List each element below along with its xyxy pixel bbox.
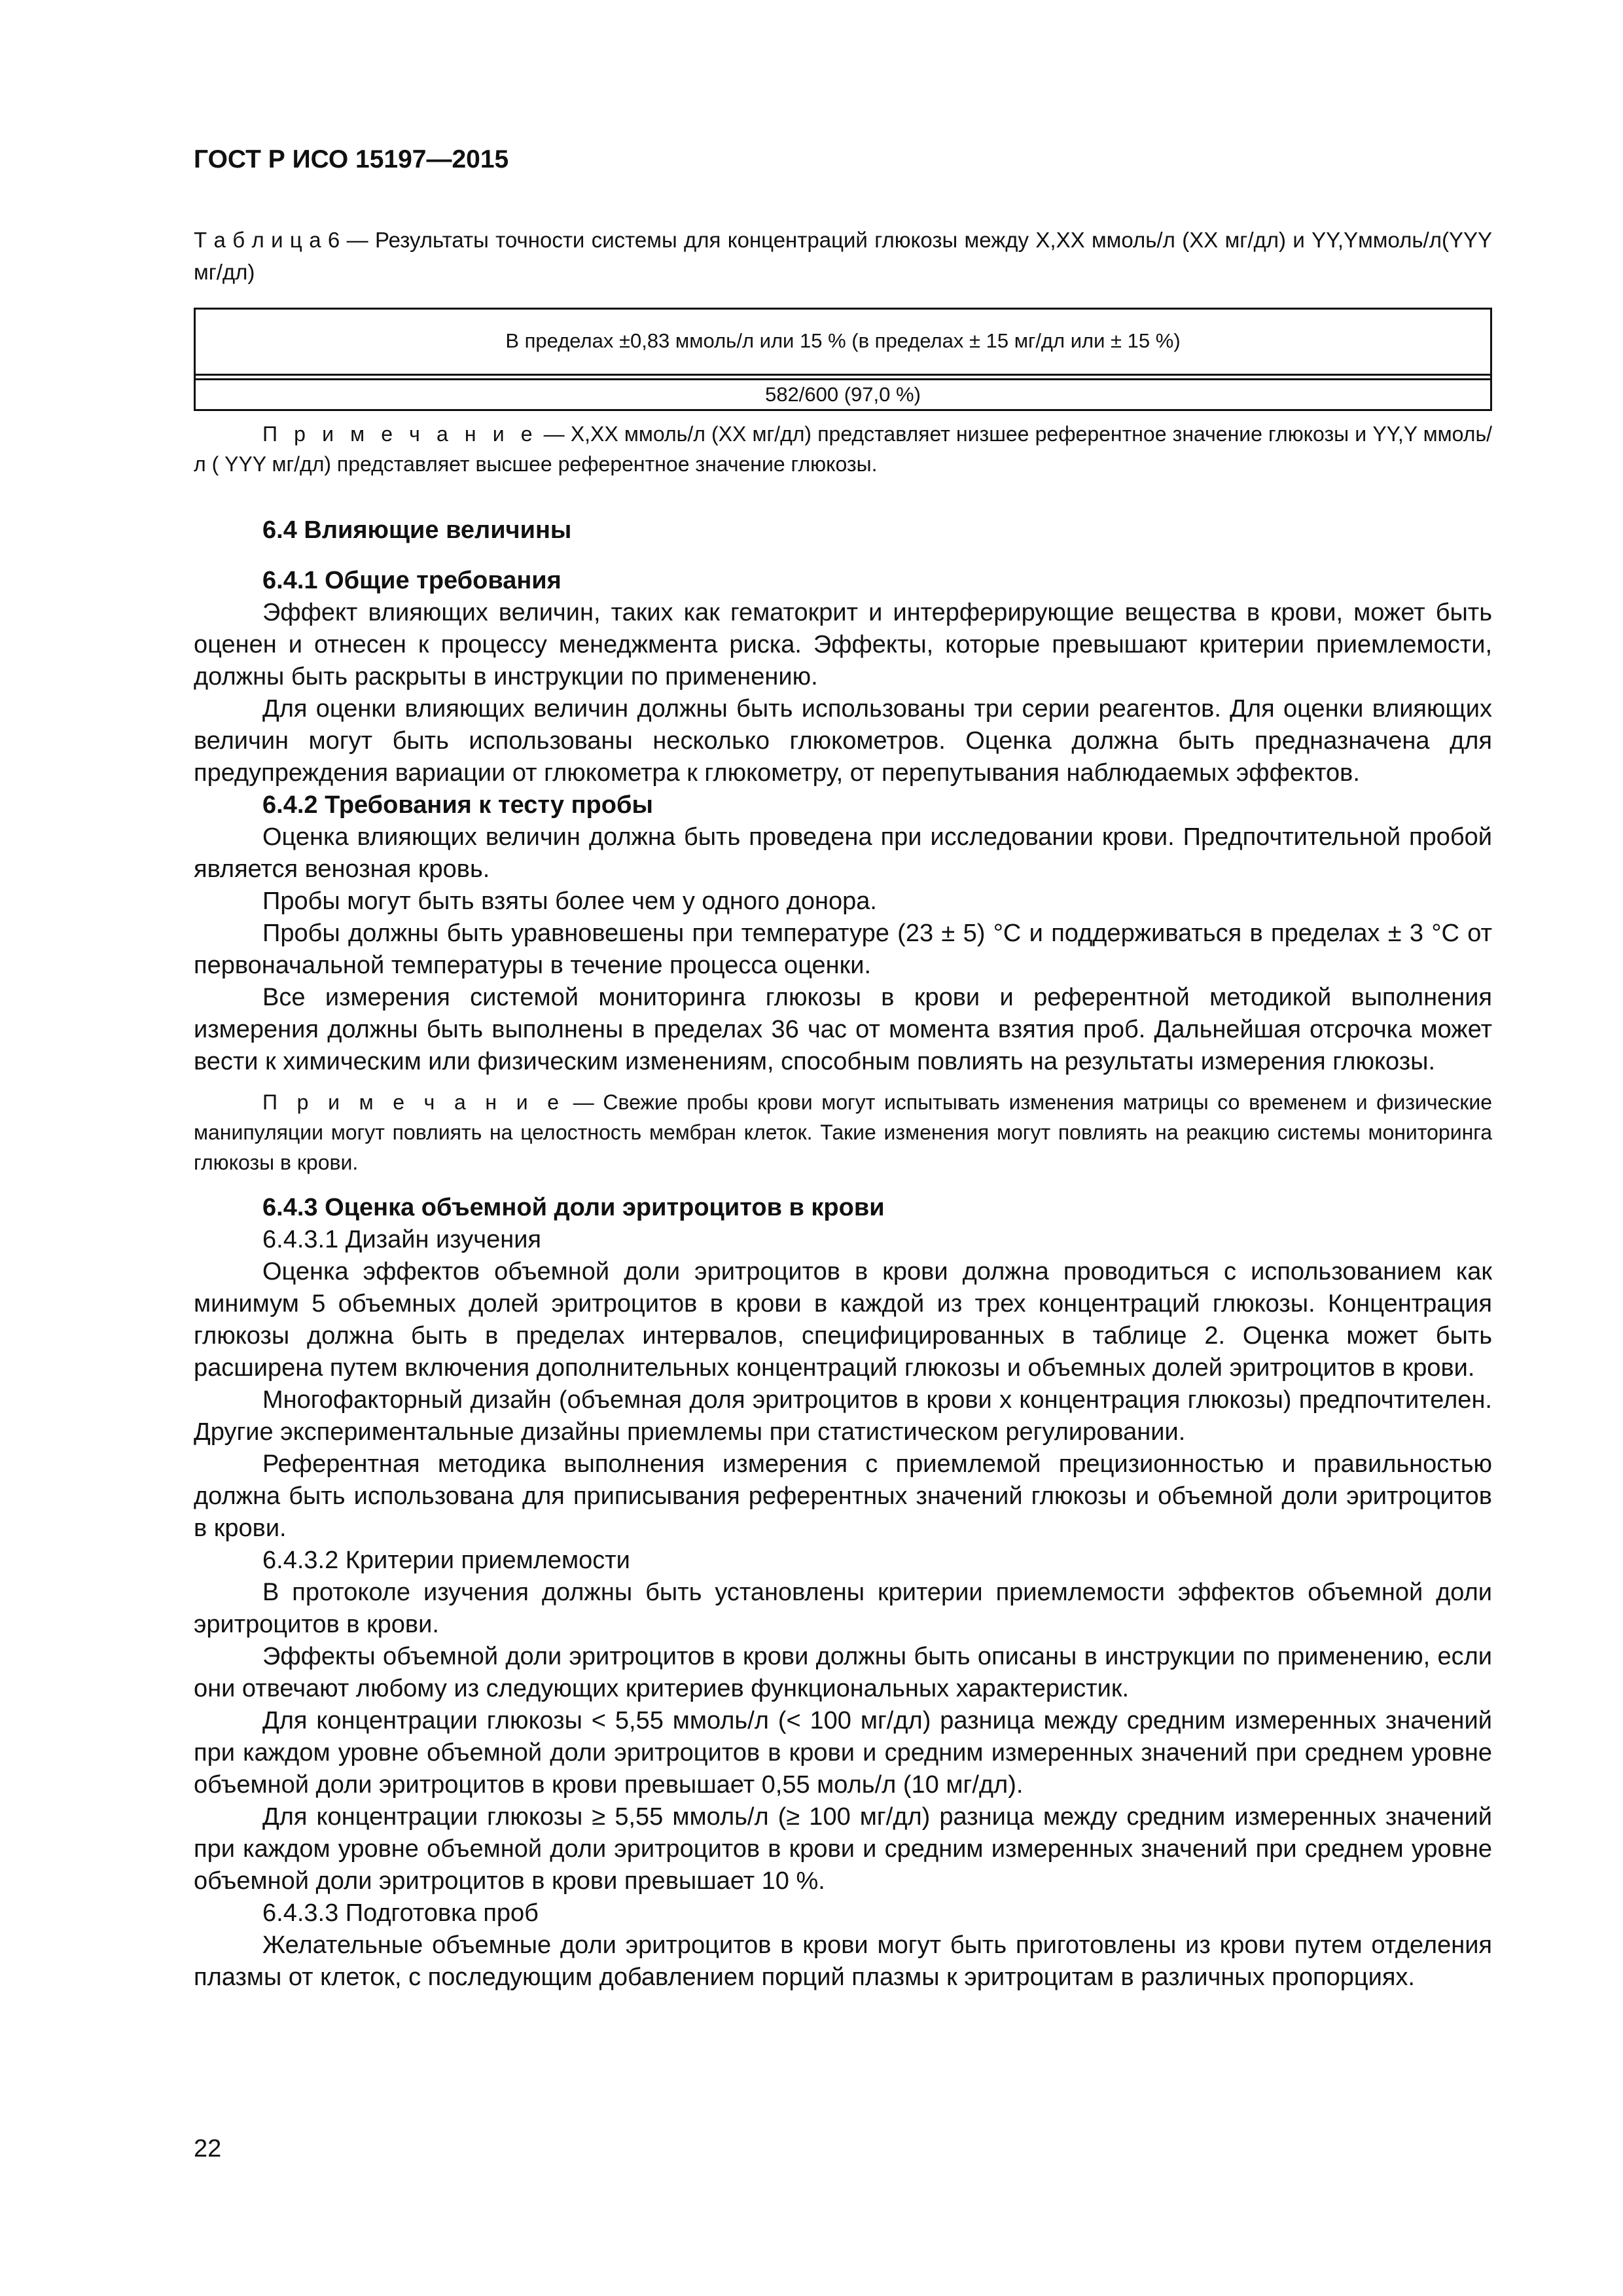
paragraph: Эффекты объемной доли эритроцитов в крови должны быть описаны в инструкции по применению, если они отвечают любому из следующих критериев функциональных характеристик. (194, 1643, 1492, 1702)
document-page (194, 0, 1492, 2296)
section-title-6-4-3: 6.4.3 Оценка объемной доли эритроцитов в крови (262, 1194, 885, 1221)
subsection-title-6-4-3-3: 6.4.3.3 Подготовка проб (262, 1899, 539, 1927)
page-number: 22 (194, 2135, 222, 2162)
paragraph: Для концентрации глюкозы ≥ 5,55 ммоль/л (≥ 100 мг/дл) разница между средним измеренных значений при каждом уровне объемной доли эритроцитов в крови и средним измеренных значений при среднем уровне объемной доли эритроцитов в крови превышает 10 %. (194, 1803, 1492, 1895)
accuracy-table (194, 308, 1492, 411)
section-title-6-4: 6.4 Влияющие величины (262, 516, 572, 544)
note-text: — Свежие пробы крови могут испытывать изменения матрицы со временем и физические манипуляции могут повлиять на целостность мембран клеток. Такие изменения могут повлиять на реакцию системы мониторинга глюкозы в крови. (194, 1090, 1493, 1174)
subsection-title-6-4-3-1: 6.4.3.1 Дизайн изучения (262, 1226, 541, 1253)
sample-note (194, 1087, 1492, 1177)
paragraph: Желательные объемные доли эритроцитов в крови могут быть приготовлены из крови путем отделения плазмы от клеток, с последующим добавлением порций плазмы к эритроцитам в различных пропорциях. (194, 1931, 1492, 1991)
paragraph: Многофакторный дизайн (объемная доля эритроцитов в крови х концентрация глюкозы) предпочтителен. Другие экспериментальные дизайны приемлемы при статистическом регулировании. (194, 1386, 1492, 1446)
paragraph: Для оценки влияющих величин должны быть использованы три серии реагентов. Для оценки влияющих величин могут быть использованы несколько глюкометров. Оценка должна быть предназначена для предупреждения вариации от глюкометра к глюкометру, от перепутывания наблюдаемых эффектов. (194, 695, 1492, 787)
paragraph: Оценка влияющих величин должна быть проведена при исследовании крови. Предпочтительной пробой является венозная кровь. (194, 823, 1492, 883)
note-text: — X,XX ммоль/л (XX мг/дл) представляет низшее референтное значение глюкозы и YY,Y ммоль/л ( YYY мг/дл) представляет высшее референтное значение глюкозы. (194, 422, 1493, 476)
paragraph: Референтная методика выполнения измерения с приемлемой прецизионностью и правильностью должна быть использована для приписывания референтных значений глюкозы и объемной доли эритроцитов в крови. (194, 1450, 1492, 1542)
document-body (194, 514, 1492, 1994)
paragraph: Для концентрации глюкозы < 5,55 ммоль/л (< 100 мг/дл) разница между средним измеренных значений при каждом уровне объемной доли эритроцитов в крови и средним измеренных значений при среднем уровне объемной доли эритроцитов в крови превышает 0,55 моль/л (10 мг/дл). (194, 1707, 1492, 1799)
paragraph: В протоколе изучения должны быть установлены критерии приемлемости эффектов объемной доли эритроцитов в крови. (194, 1579, 1492, 1638)
table-note (194, 419, 1492, 479)
table-double-rule (196, 374, 1490, 380)
table-header-cell: В пределах ±0,83 ммоль/л или 15 % (в пределах ± 15 мг/дл или ± 15 %) (505, 329, 1181, 352)
note-label: П р и м е ч а н и е (262, 1090, 565, 1114)
table-value-cell: 582/600 (97,0 %) (765, 383, 921, 406)
section-title-6-4-2: 6.4.2 Требования к тесту пробы (262, 791, 653, 819)
paragraph: Пробы должны быть уравновешены при температуре (23 ± 5) °С и поддерживаться в пределах ± 3 °С от первоначальной температуры в течение процесса оценки. (194, 920, 1492, 979)
section-title-6-4-1: 6.4.1 Общие требования (262, 567, 562, 594)
paragraph: Пробы могут быть взяты более чем у одного донора. (262, 888, 877, 915)
table-caption-label: Т а б л и ц а 6 (194, 228, 340, 252)
paragraph: Все измерения системой мониторинга глюкозы в крови и референтной методикой выполнения измерения должны быть выполнены в пределах 36 час от момента взятия проб. Дальнейшая отсрочка может вести к химическим или физическим изменениям, способным повлиять на результаты измерения глюкозы. (194, 984, 1492, 1075)
note-label: П р и м е ч а н и е (262, 422, 538, 446)
paragraph: Оценка эффектов объемной доли эритроцитов в крови должна проводиться с использованием как минимум 5 объемных долей эритроцитов в крови в каждой из трех концентраций глюкозы. Концентрация глюкозы должна быть в пределах интервалов, специфицированных в таблице 2. Оценка может быть расширена путем включения дополнительных концентраций глюкозы и объемных долей эритроцитов в крови. (194, 1258, 1492, 1382)
paragraph: Эффект влияющих величин, таких как гематокрит и интерферирующие вещества в крови, может быть оценен и отнесен к процессу менеджмента риска. Эффекты, которые превышают критерии приемлемости, должны быть раскрыты в инструкции по применению. (194, 599, 1492, 691)
subsection-title-6-4-3-2: 6.4.3.2 Критерии приемлемости (262, 1547, 630, 1574)
table-caption-text: — Результаты точности системы для концентраций глюкозы между X,XX ммоль/л (XX мг/дл) и YY,Yммоль/л(YYY мг/дл) (194, 228, 1492, 284)
table-caption (194, 224, 1492, 288)
document-header: ГОСТ Р ИСО 15197—2015 (194, 145, 509, 173)
